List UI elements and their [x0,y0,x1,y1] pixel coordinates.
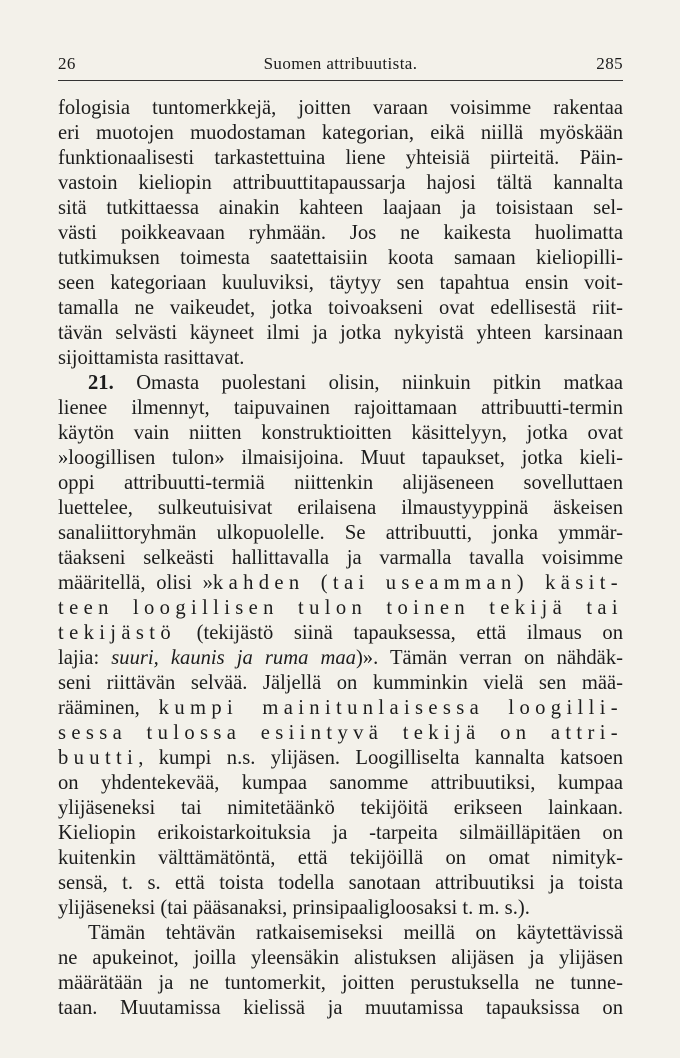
text-line: sensä, t. s. että toista todella sanotaan attribuutiksi ja toista [58,872,623,894]
text-line: luettelee, sulkeutuisivat erilaisena ilmaustyyppinä äskeisen [58,497,623,519]
text-line: tutkimuksen toimesta saatettaisiin koota samaan kieliopilli- [58,247,623,269]
text-segment: määritellä, olisi » [58,572,213,594]
text-segment: Omasta puolestani olisin, niinkuin pitkin matkaa [136,372,623,394]
spaced-text: kahden (tai useamman) käsit- [212,572,623,594]
text-line: västi poikkeavaan ryhmään. Jos ne kaikesta huolimatta [58,222,623,244]
text-line: funktionaalisesti tarkastettuina liene yhteisiä piirteitä. Päin- [58,147,623,169]
text-line [58,621,623,646]
text-line: lienee ilmennyt, taipuvainen rajoittamaan attribuutti-termin [58,397,623,419]
text-line: ylijäseneksi (tai pääsanaksi, prinsipaaligloosaksi t. m. s.). [58,897,530,919]
text-line: käytön vain niitten konstruktioitten käsittelyyn, jotka ovat [58,422,623,444]
text-line: Tämän tehtävän ratkaisemiseksi meillä on käytettävissä [88,922,623,944]
text-segment: lajia: [58,647,112,669]
text-line: »loogillisen tulon» ilmaisijoina. Muut tapaukset, jotka kieli- [58,447,623,469]
text-segment: , kumpi n.s. ylijäsen. Loogilliselta kannalta katsoen [138,747,623,769]
text-line [58,721,623,746]
spaced-text: tekijästö [58,622,176,644]
text-line [58,746,623,771]
section-number: 21. [88,372,114,394]
spaced-text: kumpi mainitunlaisessa loogilli- [158,697,623,719]
header-left-number: 26 [58,54,76,73]
text-line: tamalla ne vaikeudet, jotka toivoakseni ovat edellisestä riit- [58,297,623,319]
running-title: Suomen attribuutista. [263,54,418,73]
body-text [58,96,623,1021]
spaced-text: teen loogillisen tulon toinen tekijä tai [58,597,623,619]
text-line [58,696,623,721]
text-line: seni riittävän selvää. Jäljellä on kumminkin vielä sen mää- [58,672,623,694]
text-segment: (tekijästö siinä tapauksessa, että ilmaus on [175,622,623,644]
text-line: vastoin kieliopin attribuuttitapaussarja hajosi tältä kannalta [58,172,623,194]
text-line: sanaliittoryhmän ulkopuolelle. Se attribuutti, jonka ymmär- [58,522,623,544]
spaced-text: buutti [58,747,139,769]
text-line: sitä tutkittaessa ainakin kahteen laajaan ja toisistaan sel- [58,197,623,219]
text-line [58,596,623,621]
text-line: oppi attribuutti-termiä niittenkin alijäseneen sovelluttaen [58,472,623,494]
text-line: eri muotojen muodostaman kategorian, eikä niillä myöskään [58,122,623,144]
header-rule [58,80,623,81]
text-line [58,646,623,671]
running-header [58,54,623,80]
text-line: ylijäseneksi tai nimitetäänkö tekijöitä erikseen lainkaan. [58,797,623,819]
text-segment: )». Tämän verran on nähdäk- [355,647,623,669]
page-number: 285 [596,54,623,73]
text-line: taan. Muutamissa kielissä ja muutamissa tapauksissa on [58,997,623,1019]
text-line: Kieliopin erikoistarkoituksia ja -tarpeita silmäilläpitäen on [58,822,623,844]
text-line: sijoittamista rasittavat. [58,347,245,369]
spaced-text: sessa tulossa esiintyvä tekijä on attri- [58,722,623,744]
text-line: täakseni selkeästi hallittavalla ja varmalla tavalla voisimme [58,547,623,569]
text-line: on yhdentekevää, kumpaa sanomme attribuutiksi, kumpaa [58,772,623,794]
text-line: kuitenkin välttämätöntä, että tekijöillä on omat nimityk- [58,847,623,869]
text-line: seen kategoriaan kuuluviksi, täytyy sen tapahtua ensin voit- [58,272,623,294]
text-line: tävän selvästi käyneet ilmi ja jotka nykyistä yhteen karsinaan [58,322,623,344]
text-line: ne apukeinot, joilla yleensäkin alistuksen alijäsen ja ylijäsen [58,947,623,969]
text-line: määrätään ja ne tuntomerkit, joitten perustuksella ne tunne- [58,972,623,994]
text-line [58,571,623,596]
paragraph-21-first-line [58,371,623,396]
text-segment: rääminen, [58,697,159,719]
text-line: fologisia tuntomerkkejä, joitten varaan voisimme rakentaa [58,97,623,119]
italic-example: suuri, kaunis ja ruma maa [111,647,356,669]
